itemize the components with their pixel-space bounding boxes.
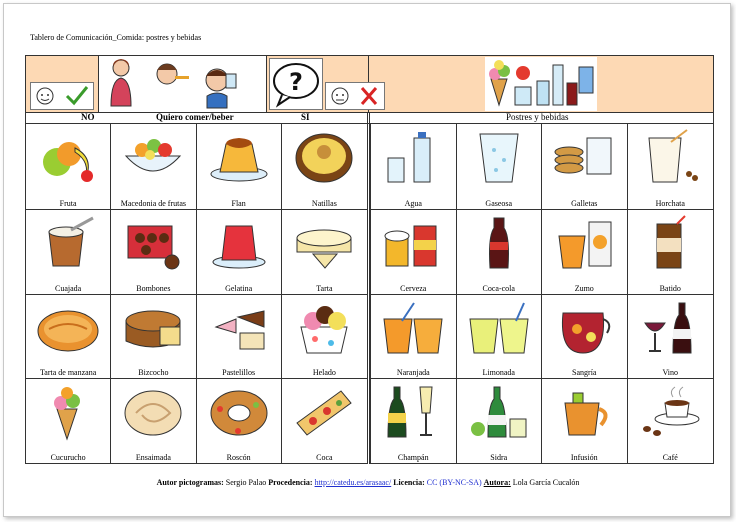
fruit-icon [35,128,101,186]
owner-label: Autora: [483,478,511,487]
pictogram-cell[interactable] [628,124,714,209]
pictogram-cell[interactable] [111,378,196,463]
face-nod-icon [31,83,93,109]
juice-icon [551,214,617,272]
sangria-icon [551,299,617,357]
pictogram-label: Limonada [482,368,515,378]
pictogram-label: Sidra [490,453,508,462]
pictogram-cell[interactable] [542,378,628,463]
header-cell-no-yes [26,56,99,112]
pictogram-label: Fruta [59,198,77,208]
pictogram-label: Cerveza [400,283,427,293]
pictogram-label: Batido [659,283,681,293]
pictogram-cell[interactable] [542,209,628,294]
pictogram-cell[interactable] [282,294,367,379]
pictogram-label: Ensaimada [135,453,171,462]
curd-icon [35,214,101,272]
biscuits-icon [551,128,617,186]
label-want: Quiero comer/beber [156,112,234,122]
pictogram-label: Flan [231,198,246,208]
soda-icon [466,128,532,186]
label-no: NO [81,112,95,122]
pictogram-cell[interactable] [197,124,282,209]
coca-icon [291,383,357,441]
header-cell-category [369,56,713,112]
svg-text:?: ? [289,68,303,96]
pictogram-cell[interactable] [542,294,628,379]
pictogram-label: Bizcocho [138,368,169,378]
pictogram-label: Coca-cola [482,283,515,293]
pictogram-label: Macedonia de frutas [120,198,187,208]
pictogram-label: Tarta de manzana [39,368,97,378]
source-label: Procedencia: [268,478,313,487]
flan-icon [206,128,272,186]
header-band [25,55,714,113]
pictogram-cell[interactable] [26,294,111,379]
beer-icon [380,214,446,272]
ice-cream-icon [291,299,357,357]
ensaimada-icon [120,383,186,441]
champagne-icon [380,383,446,441]
ice-cream-cone-icon [35,383,101,441]
cider-icon [466,383,532,441]
pictogram-cell[interactable] [371,294,457,379]
header-cell-eat-drink[interactable] [99,56,267,112]
pictogram-label: Pastelillos [222,368,256,378]
yes-pictogram[interactable] [30,82,94,110]
pictogram-cell[interactable] [457,209,543,294]
label-category: Postres y bebidas [506,112,569,122]
source-link[interactable]: http://catedu.es/arasaac/ [314,478,392,487]
pictogram-label: Tarta [316,283,333,293]
pastries-icon [206,299,272,357]
pictogram-cell[interactable] [628,378,714,463]
pictogram-label: Infusión [570,453,598,462]
pictogram-cell[interactable] [371,209,457,294]
wine-icon [637,299,703,357]
pictogram-label: Cuajada [55,283,82,293]
drinks-grid [370,124,714,464]
pictogram-cell[interactable] [197,209,282,294]
author-name: Sergio Palao [225,478,267,487]
document-title: Tablero de Comunicación_Comida: postres y bebidas [30,33,202,42]
pictogram-label: Helado [312,368,336,378]
pictogram-cell[interactable] [111,294,196,379]
infusion-icon [551,383,617,441]
desserts-drinks-pictogram[interactable] [485,57,597,111]
pictogram-cell[interactable] [26,378,111,463]
pictogram-cell[interactable] [457,378,543,463]
pictogram-cell[interactable] [457,124,543,209]
pictogram-label: Agua [404,198,422,208]
pictogram-label: Bombones [136,283,171,293]
pictogram-label: Cucurucho [50,453,86,462]
pictogram-label: Galletas [571,198,598,208]
jelly-icon [206,214,272,272]
desserts-drinks-icon [485,57,597,111]
coffee-icon [637,383,703,441]
pictogram-cell[interactable] [111,209,196,294]
sponge-cake-icon [120,299,186,357]
pictogram-cell[interactable] [111,124,196,209]
question-pictogram[interactable] [269,58,323,110]
milkshake-icon [637,214,703,272]
pictogram-cell[interactable] [282,124,367,209]
desserts-grid [25,124,368,464]
pictogram-label: Zumo [574,283,594,293]
eat-drink-people-icon [99,56,265,112]
pictogram-cell[interactable] [197,294,282,379]
license-label: Licencia: [393,478,425,487]
water-icon [380,128,446,186]
pictogram-label: Natillas [311,198,337,208]
fruit-salad-icon [120,128,186,186]
pictogram-cell[interactable] [371,378,457,463]
pictogram-label: Vino [662,368,679,378]
author-label: Autor pictogramas: [156,478,224,487]
label-yes: SI [301,112,310,122]
pictogram-label: Sangría [572,368,597,378]
pictogram-label: Roscón [226,453,251,462]
question-bubble-icon [270,59,322,109]
cola-icon [466,214,532,272]
pictogram-label: Gelatina [225,283,253,293]
pictogram-label: Horchata [655,198,685,208]
pictogram-cell[interactable] [628,294,714,379]
pictogram-cell[interactable] [457,294,543,379]
cake-icon [291,214,357,272]
checkmark-icon [67,87,87,103]
license-link[interactable]: CC (BY-NC-SA) [426,478,482,487]
pictogram-cell[interactable] [542,124,628,209]
lemonade-icon [466,299,532,357]
header-cell-question-no [267,56,369,112]
pictogram-cell[interactable] [282,378,367,463]
pictogram-label: Champán [397,453,429,462]
chocolates-icon [120,214,186,272]
pictogram-label: Café [662,453,678,462]
credits-footer [0,478,736,487]
pictogram-cell[interactable] [282,209,367,294]
pictogram-label: Coca [316,453,333,462]
pictogram-cell[interactable] [26,209,111,294]
owner-name: Lola García Cucalón [512,478,580,487]
apple-pie-icon [35,299,101,357]
orangeade-icon [380,299,446,357]
pictogram-label: Naranjada [396,368,430,378]
pictogram-cell[interactable] [26,124,111,209]
pictogram-cell[interactable] [628,209,714,294]
roscon-icon [206,383,272,441]
pictogram-cell[interactable] [197,378,282,463]
pictogram-label: Gaseosa [485,198,513,208]
pictogram-cell[interactable] [371,124,457,209]
horchata-icon [637,128,703,186]
custard-icon [291,128,357,186]
